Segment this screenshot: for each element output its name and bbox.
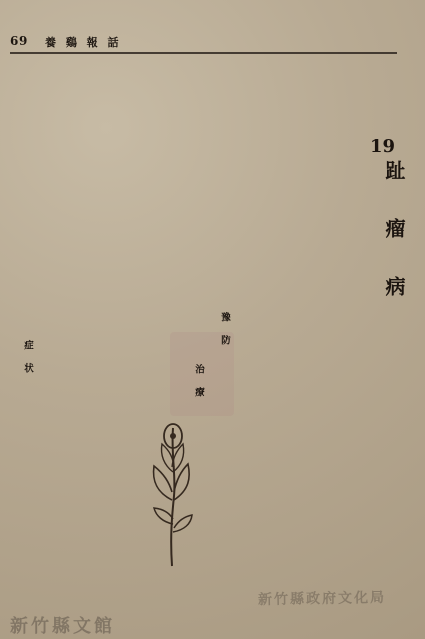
header-rule (10, 52, 397, 54)
floral-ornament-icon (142, 420, 202, 570)
treatment-label: 治 療 (193, 364, 204, 398)
page-number: 69 (10, 34, 28, 48)
symptom-label: 症 状 (22, 340, 33, 374)
archive-watermark: 新竹縣政府文化局 (257, 589, 387, 609)
bottom-watermark: 新竹縣文館 (10, 616, 115, 637)
prevention-label: 豫 防 (219, 312, 230, 346)
section-title: 趾 瘤 病 (382, 160, 406, 303)
section-number: 19 (369, 136, 395, 157)
publication-title: 養 鷄 報 話 (45, 36, 122, 49)
